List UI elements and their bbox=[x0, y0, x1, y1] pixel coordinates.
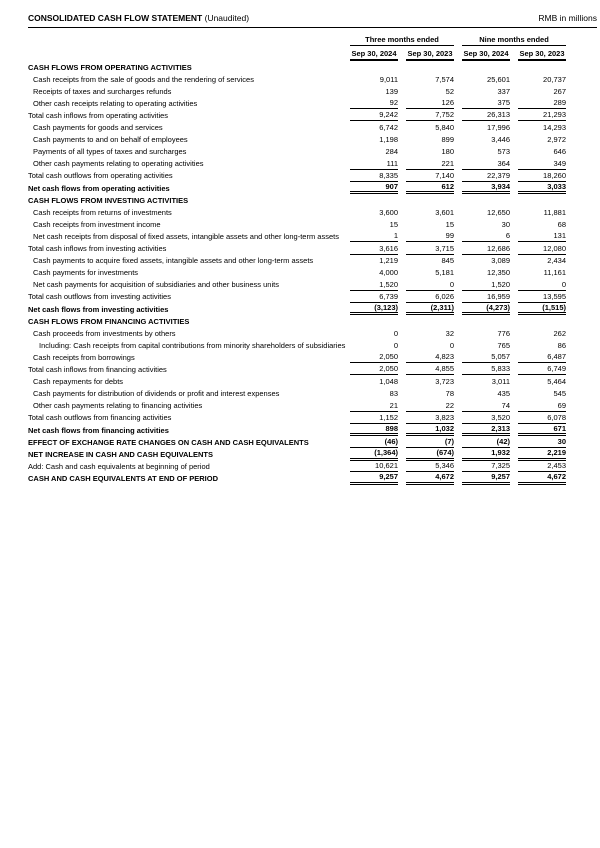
row-value-3: 17,996 bbox=[487, 123, 510, 133]
row-value-1: 898 bbox=[350, 424, 398, 437]
unit-label: RMB in millions bbox=[538, 13, 597, 23]
row-value-3: 74 bbox=[462, 401, 510, 412]
row-value-4: 2,434 bbox=[547, 256, 566, 266]
row-label: Add: Cash and cash equivalents at beginning of period bbox=[28, 461, 210, 471]
row-value-1: 8,335 bbox=[350, 171, 398, 182]
row-value-2: (2,311) bbox=[406, 303, 454, 316]
row-value-4: 12,080 bbox=[518, 244, 566, 255]
row-value-1: (1,364) bbox=[350, 448, 398, 461]
row-value-2: 3,715 bbox=[406, 244, 454, 255]
row-value-3: (42) bbox=[462, 437, 510, 448]
row-value-1: 0 bbox=[393, 340, 398, 350]
row-value-2: 7,140 bbox=[406, 171, 454, 182]
row-value-1: 6,742 bbox=[379, 123, 398, 133]
table-row bbox=[28, 134, 566, 146]
row-value-1: 1,219 bbox=[379, 256, 398, 266]
row-value-3: 765 bbox=[497, 340, 510, 350]
row-value-3: 9,257 bbox=[462, 472, 510, 485]
row-value-4: 30 bbox=[518, 437, 566, 448]
row-label: Total cash outflows from operating activities bbox=[28, 171, 173, 181]
row-label: EFFECT OF EXCHANGE RATE CHANGES ON CASH AND CASH EQUIVALENTS bbox=[28, 437, 309, 447]
row-value-4: 4,672 bbox=[518, 472, 566, 485]
row-value-2: 7,574 bbox=[435, 74, 454, 84]
row-value-4: 349 bbox=[518, 159, 566, 170]
table-row bbox=[28, 230, 566, 242]
row-value-2: 22 bbox=[406, 401, 454, 412]
row-label: Net cash payments for acquisition of subsidiaries and other business units bbox=[33, 280, 279, 290]
row-value-2: 15 bbox=[445, 219, 454, 229]
row-value-1: 1,198 bbox=[379, 135, 398, 145]
row-value-4: 289 bbox=[518, 98, 566, 109]
table-row bbox=[28, 97, 566, 109]
row-label: Net cash flows from investing activities bbox=[28, 304, 169, 314]
column-group-header-row bbox=[28, 33, 566, 46]
column-group-three-months: Three months ended bbox=[350, 35, 454, 46]
table-row bbox=[28, 218, 566, 230]
row-label: Cash receipts from investment income bbox=[33, 219, 161, 229]
row-label: CASH FLOWS FROM OPERATING ACTIVITIES bbox=[28, 62, 192, 72]
document-title bbox=[28, 13, 249, 23]
table-row bbox=[28, 291, 566, 303]
row-value-2: 612 bbox=[406, 182, 454, 195]
row-label: Cash receipts from returns of investments bbox=[33, 207, 172, 217]
row-value-4: 0 bbox=[518, 280, 566, 291]
row-value-1: 10,621 bbox=[350, 461, 398, 472]
row-value-3: 3,934 bbox=[462, 182, 510, 195]
row-value-3: 26,313 bbox=[462, 110, 510, 121]
row-label: CASH AND CASH EQUIVALENTS AT END OF PERIOD bbox=[28, 474, 219, 484]
row-value-1 bbox=[350, 205, 398, 207]
row-value-4: 18,260 bbox=[518, 171, 566, 182]
row-value-3: 3,089 bbox=[491, 256, 510, 266]
row-value-1: 111 bbox=[350, 159, 398, 170]
row-value-2: 32 bbox=[445, 328, 454, 338]
row-label: Cash payments for investments bbox=[33, 268, 139, 278]
row-value-4: 68 bbox=[557, 219, 566, 229]
row-value-3: 3,446 bbox=[491, 135, 510, 145]
row-label: Total cash outflows from investing activities bbox=[28, 292, 171, 302]
table-row bbox=[28, 206, 566, 218]
row-value-1: (46) bbox=[350, 437, 398, 448]
row-value-3: 2,313 bbox=[462, 424, 510, 437]
row-value-1: 1,520 bbox=[350, 280, 398, 291]
row-value-2: 180 bbox=[441, 147, 454, 157]
table-row bbox=[28, 158, 566, 170]
row-value-3: 30 bbox=[501, 219, 510, 229]
row-value-1: 21 bbox=[350, 401, 398, 412]
row-value-4: 69 bbox=[518, 401, 566, 412]
row-value-3: 12,350 bbox=[487, 268, 510, 278]
table-row bbox=[28, 279, 566, 291]
row-value-4 bbox=[518, 205, 566, 207]
row-value-2: 0 bbox=[449, 340, 454, 350]
row-value-3: 16,959 bbox=[462, 292, 510, 303]
row-value-1: 1 bbox=[350, 231, 398, 242]
row-value-3: 5,833 bbox=[462, 364, 510, 375]
table-row bbox=[28, 363, 566, 375]
row-value-2 bbox=[406, 326, 454, 328]
row-value-4: (1,515) bbox=[518, 303, 566, 316]
table-row bbox=[28, 460, 566, 472]
row-label: Cash payments to and on behalf of employees bbox=[33, 135, 188, 145]
row-value-4: 20,737 bbox=[543, 74, 566, 84]
row-label: Cash receipts from the sale of goods and the rendering of services bbox=[33, 74, 254, 84]
table-row bbox=[28, 315, 566, 327]
row-value-4: 86 bbox=[557, 340, 566, 350]
row-value-2: (7) bbox=[406, 437, 454, 448]
table-row bbox=[28, 242, 566, 254]
row-value-4: 6,749 bbox=[518, 364, 566, 375]
row-value-2: 52 bbox=[445, 86, 454, 96]
row-value-1: 1,048 bbox=[379, 377, 398, 387]
row-value-3: 375 bbox=[462, 98, 510, 109]
row-value-2 bbox=[406, 205, 454, 207]
cash-flow-table bbox=[28, 33, 566, 484]
row-label: Net cash flows from operating activities bbox=[28, 183, 170, 193]
row-label: NET INCREASE IN CASH AND CASH EQUIVALENTS bbox=[28, 450, 214, 459]
table-row bbox=[28, 327, 566, 339]
row-value-4: 262 bbox=[553, 328, 566, 338]
row-value-1: 0 bbox=[393, 328, 398, 338]
row-value-2: 6,026 bbox=[406, 292, 454, 303]
row-value-1: 9,257 bbox=[350, 472, 398, 485]
row-value-4: 14,293 bbox=[543, 123, 566, 133]
row-label: Total cash inflows from operating activities bbox=[28, 110, 169, 120]
row-value-3: 3,011 bbox=[491, 377, 510, 387]
page-header bbox=[28, 13, 597, 28]
table-row bbox=[28, 436, 566, 448]
row-value-1: 4,000 bbox=[379, 268, 398, 278]
row-value-4: 2,453 bbox=[518, 461, 566, 472]
row-label: Cash repayments for debts bbox=[33, 377, 124, 387]
row-value-4: 267 bbox=[553, 86, 566, 96]
row-value-1: 9,242 bbox=[350, 110, 398, 121]
row-value-2: (674) bbox=[406, 448, 454, 461]
row-value-1: 3,600 bbox=[379, 207, 398, 217]
document-title-suffix: (Unaudited) bbox=[202, 13, 250, 23]
row-value-2: 126 bbox=[406, 98, 454, 109]
row-value-4: 671 bbox=[518, 424, 566, 437]
row-value-3: 3,520 bbox=[462, 413, 510, 424]
row-label: Other cash receipts relating to operating activities bbox=[33, 98, 198, 108]
row-value-4: 5,464 bbox=[547, 377, 566, 387]
table-row bbox=[28, 375, 566, 387]
table-row bbox=[28, 351, 566, 363]
row-label: Cash proceeds from investments by others bbox=[33, 328, 176, 338]
row-value-2 bbox=[406, 72, 454, 74]
row-value-3: 364 bbox=[462, 159, 510, 170]
row-value-2: 5,840 bbox=[435, 123, 454, 133]
row-value-2: 0 bbox=[406, 280, 454, 291]
row-label: Total cash inflows from financing activities bbox=[28, 364, 167, 374]
row-value-1: 6,739 bbox=[350, 292, 398, 303]
document-title-main: CONSOLIDATED CASH FLOW STATEMENT bbox=[28, 13, 203, 23]
row-value-2: 899 bbox=[441, 135, 454, 145]
row-value-1: 83 bbox=[389, 389, 398, 399]
row-value-4: 646 bbox=[553, 147, 566, 157]
row-value-4: 6,487 bbox=[518, 352, 566, 363]
table-row bbox=[28, 400, 566, 412]
row-label: Other cash payments relating to financing activities bbox=[33, 401, 203, 411]
row-value-3 bbox=[462, 72, 510, 74]
row-value-2: 5,181 bbox=[435, 268, 454, 278]
table-row bbox=[28, 339, 566, 351]
row-value-2: 78 bbox=[445, 389, 454, 399]
row-value-1: 3,616 bbox=[350, 244, 398, 255]
column-header-4: Sep 30, 2023 bbox=[518, 49, 566, 62]
table-row bbox=[28, 448, 566, 460]
column-group-nine-months: Nine months ended bbox=[462, 35, 566, 46]
table-row bbox=[28, 109, 566, 121]
row-value-2: 4,672 bbox=[406, 472, 454, 485]
row-value-3: 7,325 bbox=[462, 461, 510, 472]
row-label: Cash payments for distribution of dividends or profit and interest expenses bbox=[33, 389, 280, 399]
row-value-3: 6 bbox=[462, 231, 510, 242]
table-row bbox=[28, 85, 566, 97]
table-row bbox=[28, 267, 566, 279]
row-value-3 bbox=[462, 326, 510, 328]
row-value-3: 12,686 bbox=[462, 244, 510, 255]
row-label: Total cash outflows from financing activities bbox=[28, 413, 172, 423]
row-value-3: 1,932 bbox=[462, 448, 510, 461]
row-value-2: 3,723 bbox=[435, 377, 454, 387]
row-value-4: 545 bbox=[553, 389, 566, 399]
row-label: Cash payments for goods and services bbox=[33, 123, 163, 133]
row-value-3: 5,057 bbox=[462, 352, 510, 363]
row-value-2: 5,346 bbox=[406, 461, 454, 472]
row-value-2: 4,855 bbox=[406, 364, 454, 375]
row-value-4 bbox=[518, 72, 566, 74]
row-value-3: 25,601 bbox=[487, 74, 510, 84]
row-value-1: 1,152 bbox=[350, 413, 398, 424]
row-value-4: 2,972 bbox=[547, 135, 566, 145]
row-value-1: 9,011 bbox=[379, 74, 398, 84]
row-label: Total cash inflows from investing activities bbox=[28, 244, 167, 253]
table-row bbox=[28, 255, 566, 267]
row-label: CASH FLOWS FROM INVESTING ACTIVITIES bbox=[28, 195, 189, 205]
row-label: Payments of all types of taxes and surcharges bbox=[33, 147, 187, 157]
row-value-4: 6,078 bbox=[518, 413, 566, 424]
table-row bbox=[28, 73, 566, 85]
row-value-1: 92 bbox=[350, 98, 398, 109]
row-label: Net cash flows from financing activities bbox=[28, 425, 169, 435]
row-label: Including: Cash receipts from capital contributions from minority shareholders of subsidiaries bbox=[39, 340, 346, 350]
row-value-4: 131 bbox=[518, 231, 566, 242]
table-row bbox=[28, 61, 566, 73]
row-label: Cash receipts from borrowings bbox=[33, 352, 135, 362]
column-header-row bbox=[28, 46, 566, 61]
column-header-1: Sep 30, 2024 bbox=[350, 49, 398, 62]
row-value-1: 2,050 bbox=[350, 364, 398, 375]
row-value-3: 435 bbox=[497, 389, 510, 399]
row-value-1: 284 bbox=[385, 147, 398, 157]
row-value-2: 4,823 bbox=[406, 352, 454, 363]
table-row bbox=[28, 303, 566, 315]
row-label: Cash payments to acquire fixed assets, intangible assets and other long-term assets bbox=[33, 256, 314, 266]
row-value-2: 7,752 bbox=[406, 110, 454, 121]
column-header-3: Sep 30, 2024 bbox=[462, 49, 510, 62]
table-body bbox=[28, 61, 566, 484]
row-value-4: 2,219 bbox=[518, 448, 566, 461]
column-header-2: Sep 30, 2023 bbox=[406, 49, 454, 62]
row-value-2: 99 bbox=[406, 231, 454, 242]
row-value-3: 12,650 bbox=[487, 207, 510, 217]
table-row bbox=[28, 182, 566, 194]
row-value-1: 2,050 bbox=[350, 352, 398, 363]
row-label: Receipts of taxes and surcharges refunds bbox=[33, 86, 172, 96]
row-value-4: 3,033 bbox=[518, 182, 566, 195]
row-value-3: 22,379 bbox=[462, 171, 510, 182]
row-value-1: 15 bbox=[389, 219, 398, 229]
row-value-1 bbox=[350, 72, 398, 74]
row-value-3: (4,273) bbox=[462, 303, 510, 316]
row-value-2: 3,601 bbox=[435, 207, 454, 217]
table-row bbox=[28, 194, 566, 206]
row-value-3: 573 bbox=[497, 147, 510, 157]
row-value-2: 1,032 bbox=[406, 424, 454, 437]
row-value-1: 139 bbox=[385, 86, 398, 96]
row-value-3: 1,520 bbox=[462, 280, 510, 291]
row-value-2: 221 bbox=[406, 159, 454, 170]
row-value-2: 3,823 bbox=[406, 413, 454, 424]
row-value-4 bbox=[518, 326, 566, 328]
row-value-1: (3,123) bbox=[350, 303, 398, 316]
row-value-4: 11,881 bbox=[543, 207, 566, 217]
row-value-1: 907 bbox=[350, 182, 398, 195]
row-value-2: 845 bbox=[441, 256, 454, 266]
table-row bbox=[28, 472, 566, 484]
row-value-4: 11,161 bbox=[543, 268, 566, 278]
table-row bbox=[28, 121, 566, 133]
table-row bbox=[28, 170, 566, 182]
row-value-3 bbox=[462, 205, 510, 207]
row-value-4: 21,293 bbox=[518, 110, 566, 121]
table-row bbox=[28, 146, 566, 158]
row-value-4: 13,595 bbox=[518, 292, 566, 303]
row-value-1 bbox=[350, 326, 398, 328]
row-label: CASH FLOWS FROM FINANCING ACTIVITIES bbox=[28, 316, 190, 326]
table-row bbox=[28, 388, 566, 400]
table-row bbox=[28, 424, 566, 436]
row-label: Other cash payments relating to operating activities bbox=[33, 159, 204, 169]
table-row bbox=[28, 412, 566, 424]
row-value-3: 776 bbox=[497, 328, 510, 338]
row-label: Net cash receipts from disposal of fixed assets, intangible assets and other long-term assets bbox=[33, 231, 339, 241]
row-value-3: 337 bbox=[497, 86, 510, 96]
